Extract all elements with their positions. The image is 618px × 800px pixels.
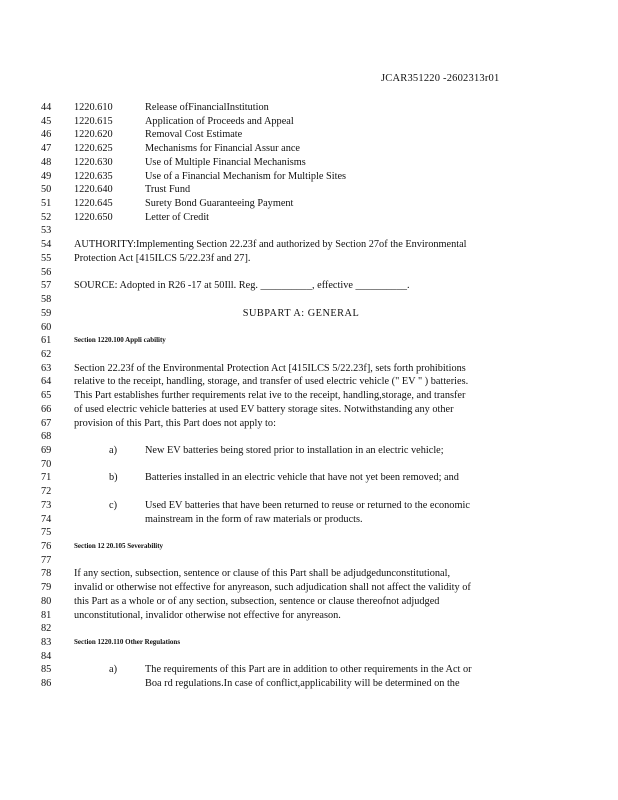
line-number: 64 [41, 376, 52, 388]
line-number: 83 [41, 637, 52, 649]
list-item [0, 471, 618, 485]
toc-section-title: Mechanisms for Financial Assur ance [145, 143, 300, 155]
line-number: 66 [41, 403, 52, 415]
toc-section-number: 1220.640 [74, 184, 113, 196]
list-item-continuation [0, 513, 618, 527]
paragraph-line [0, 389, 618, 403]
paragraph-text: invalid or otherwise not effective for anyreason, such adjudication shall not affect the validity of [74, 582, 471, 594]
line-number: 78 [41, 568, 52, 580]
paragraph-line [0, 362, 618, 376]
list-item [0, 663, 618, 677]
authority-text: AUTHORITY:Implementing Section 22.23f and authorized by Section 27of the Environmental [74, 239, 467, 251]
blank-line [0, 526, 618, 540]
list-item-label: b) [109, 472, 118, 484]
authority-text: Protection Act [415ILCS 5/22.23f and 27]. [74, 252, 251, 264]
list-item [0, 499, 618, 513]
line-number: 52 [41, 211, 52, 223]
line-number: 55 [41, 252, 52, 264]
list-item-text: Boa rd regulations.In case of conflict,applicability will be determined on the [145, 678, 460, 690]
toc-section-title: Release ofFinancialInstitution [145, 102, 269, 113]
line-number: 46 [41, 129, 52, 141]
line-number: 50 [41, 184, 52, 196]
line-number: 58 [41, 294, 52, 306]
toc-section-number: 1220.625 [74, 143, 113, 155]
line-number: 45 [41, 115, 52, 127]
toc-entry [0, 197, 618, 211]
line-number: 53 [41, 225, 52, 237]
line-number: 74 [41, 513, 52, 525]
toc-entry [0, 101, 618, 115]
line-number: 72 [41, 486, 52, 498]
toc-section-title: Use of Multiple Financial Mechanisms [145, 156, 306, 168]
toc-section-title: Surety Bond Guaranteeing Payment [145, 198, 294, 210]
line-number: 82 [41, 623, 52, 635]
paragraph-line [0, 403, 618, 417]
section-heading [0, 540, 618, 554]
line-number: 70 [41, 458, 52, 470]
line-number: 79 [41, 582, 52, 594]
line-number: 80 [41, 595, 52, 607]
paragraph-text: This Part establishes further requirements relat ive to the receipt, handling,storage, and transfer [74, 390, 466, 402]
line-number: 65 [41, 390, 52, 402]
paragraph-text: provision of this Part, this Part does not apply to: [74, 417, 276, 429]
toc-section-number: 1220.620 [74, 129, 113, 141]
line-number: 57 [41, 280, 52, 292]
blank-line [0, 485, 618, 499]
toc-section-number: 1220.635 [74, 170, 113, 182]
toc-section-number: 1220.615 [74, 115, 113, 127]
list-item-text: mainstream in the form of raw materials or products. [145, 513, 363, 525]
paragraph-text: unconstitutional, invalidor otherwise not effective for anyreason. [74, 609, 341, 621]
blank-line [0, 622, 618, 636]
line-number: 49 [41, 170, 52, 182]
paragraph-text: relative to the receipt, handling, storage, and transfer of used electric vehicle (" EV " ) batteries. [74, 376, 469, 388]
line-number: 86 [41, 678, 52, 690]
line-number: 60 [41, 321, 52, 333]
line-number: 69 [41, 444, 52, 456]
toc-entry [0, 142, 618, 156]
blank-line [0, 430, 618, 444]
toc-entry [0, 183, 618, 197]
source-text: SOURCE: Adopted in R26 -17 at 50Ill. Reg. __________, effective __________. [74, 280, 410, 292]
line-number: 59 [41, 307, 52, 319]
line-number: 51 [41, 198, 52, 210]
line-number: 77 [41, 554, 52, 566]
toc-section-title: Application of Proceeds and Appeal [145, 115, 294, 127]
paragraph-text: If any section, subsection, sentence or clause of this Part shall be adjudgedunconstitutional, [74, 568, 451, 580]
line-number: 61 [41, 335, 52, 347]
source-line [0, 279, 618, 293]
line-number: 81 [41, 609, 52, 621]
line-number: 71 [41, 472, 52, 484]
list-item-continuation [0, 677, 618, 691]
line-number: 63 [41, 362, 52, 374]
section-heading-text: Section 1220.110 Other Regulations [74, 638, 181, 647]
paragraph-line [0, 609, 618, 623]
line-number: 85 [41, 664, 52, 676]
authority-line [0, 238, 618, 252]
document-id: JCAR351220 -2602313r01 [381, 73, 500, 84]
line-number: 47 [41, 143, 52, 155]
line-number: 73 [41, 499, 52, 511]
paragraph-text: this Part as a whole or of any section, subsection, sentence or clause thereofnot adjudged [74, 595, 440, 607]
section-heading-text: Section 12 20.105 Severability [74, 542, 164, 550]
line-number: 75 [41, 527, 52, 539]
line-number: 84 [41, 650, 52, 662]
blank-line [0, 321, 618, 335]
list-item-label: a) [109, 664, 117, 676]
blank-line [0, 458, 618, 472]
subpart-heading [0, 307, 618, 321]
line-number: 54 [41, 239, 52, 251]
list-item [0, 444, 618, 458]
paragraph-text: Section 22.23f of the Environmental Protection Act [415ILCS 5/22.23f], sets forth prohibitions [74, 362, 466, 374]
authority-line [0, 252, 618, 266]
paragraph-line [0, 567, 618, 581]
paragraph-text: of used electric vehicle batteries at used EV battery storage sites. Notwithstanding any other [74, 403, 454, 415]
blank-line [0, 554, 618, 568]
list-item-label: c) [109, 499, 117, 511]
toc-entry [0, 156, 618, 170]
toc-section-title: Letter of Credit [145, 211, 210, 223]
blank-line [0, 650, 618, 664]
blank-line [0, 293, 618, 307]
paragraph-line [0, 595, 618, 609]
toc-entry [0, 170, 618, 184]
paragraph-line [0, 581, 618, 595]
toc-section-number: 1220.610 [74, 102, 113, 113]
line-number: 76 [41, 541, 52, 552]
paragraph-line [0, 417, 618, 431]
blank-line [0, 266, 618, 280]
line-number: 48 [41, 156, 52, 168]
subpart-title: SUBPART A: GENERAL [242, 307, 360, 319]
toc-section-number: 1220.630 [74, 156, 113, 168]
list-item-label: a) [109, 444, 117, 456]
toc-section-number: 1220.650 [74, 211, 113, 223]
list-item-text: The requirements of this Part are in addition to other requirements in the Act or [145, 664, 472, 676]
toc-section-number: 1220.645 [74, 198, 113, 210]
toc-entry [0, 115, 618, 129]
blank-line [0, 348, 618, 362]
line-number: 68 [41, 431, 52, 443]
toc-entry [0, 211, 618, 225]
list-item-text: Used EV batteries that have been returned to reuse or returned to the economic [145, 499, 470, 511]
line-number: 67 [41, 417, 52, 429]
toc-entry [0, 128, 618, 142]
line-number: 44 [41, 102, 52, 113]
list-item-text: Batteries installed in an electric vehicle that have not yet been removed; and [145, 472, 459, 484]
toc-section-title: Trust Fund [145, 184, 191, 196]
toc-section-title: Removal Cost Estimate [145, 129, 243, 141]
blank-line [0, 224, 618, 238]
list-item-text: New EV batteries being stored prior to installation in an electric vehicle; [145, 444, 444, 456]
section-heading-text: Section 1220.100 Appli cability [74, 336, 166, 345]
paragraph-line [0, 375, 618, 389]
document-body [0, 101, 618, 691]
section-heading [0, 636, 618, 650]
line-number: 62 [41, 348, 52, 360]
section-heading [0, 334, 618, 348]
line-number: 56 [41, 266, 52, 278]
toc-section-title: Use of a Financial Mechanism for Multiple Sites [145, 170, 347, 182]
